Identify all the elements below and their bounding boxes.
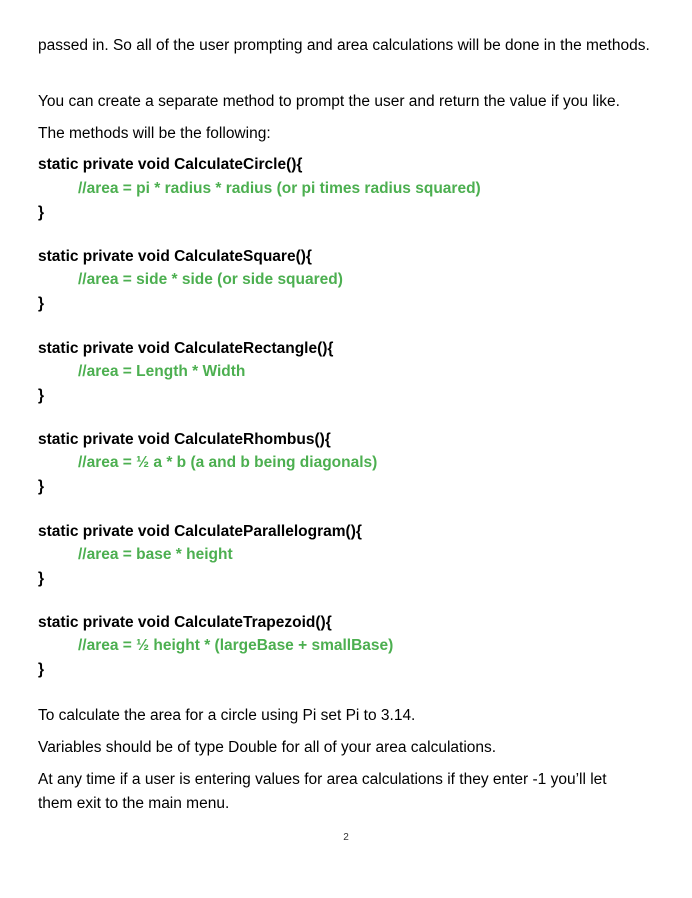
method-close-brace-rectangle: } [38, 387, 45, 404]
method-comment-parallelogram: //area = base * height [78, 546, 233, 563]
method-comment-rectangle: //area = Length * Width [78, 363, 246, 380]
method-signature-parallelogram: static private void CalculateParallelogram(){ [38, 523, 362, 540]
method-signature-rhombus: static private void CalculateRhombus(){ [38, 431, 331, 448]
method-comment-circle: //area = pi * radius * radius (or pi times radius squared) [78, 180, 481, 197]
method-close-brace-circle: } [38, 204, 45, 221]
method-signature-trapezoid: static private void CalculateTrapezoid(){ [38, 614, 332, 631]
methods-following-paragraph: The methods will be the following: [38, 125, 271, 142]
method-close-brace-rhombus: } [38, 478, 45, 495]
method-comment-square: //area = side * side (or side squared) [78, 271, 343, 288]
page-number: 2 [343, 832, 349, 843]
method-comment-trapezoid: //area = ½ height * (largeBase + smallBase) [78, 637, 394, 654]
pi-note-paragraph: To calculate the area for a circle using Pi set Pi to 3.14. [38, 707, 416, 724]
double-note-paragraph: Variables should be of type Double for all of your area calculations. [38, 739, 497, 756]
method-close-brace-trapezoid: } [38, 661, 45, 678]
intro-paragraph: passed in. So all of the user prompting and area calculations will be done in the methods. [38, 37, 650, 54]
exit-note-paragraph: At any time if a user is entering values for area calculations if they enter -1 you’ll let them exit to the main menu. [38, 771, 607, 812]
method-signature-circle: static private void CalculateCircle(){ [38, 156, 303, 173]
separate-method-paragraph: You can create a separate method to prompt the user and return the value if you like. [38, 93, 620, 110]
method-signature-rectangle: static private void CalculateRectangle(){ [38, 340, 334, 357]
method-comment-rhombus: //area = ½ a * b (a and b being diagonals) [78, 454, 378, 471]
method-signature-square: static private void CalculateSquare(){ [38, 248, 312, 265]
method-close-brace-square: } [38, 295, 45, 312]
method-close-brace-parallelogram: } [38, 570, 45, 587]
